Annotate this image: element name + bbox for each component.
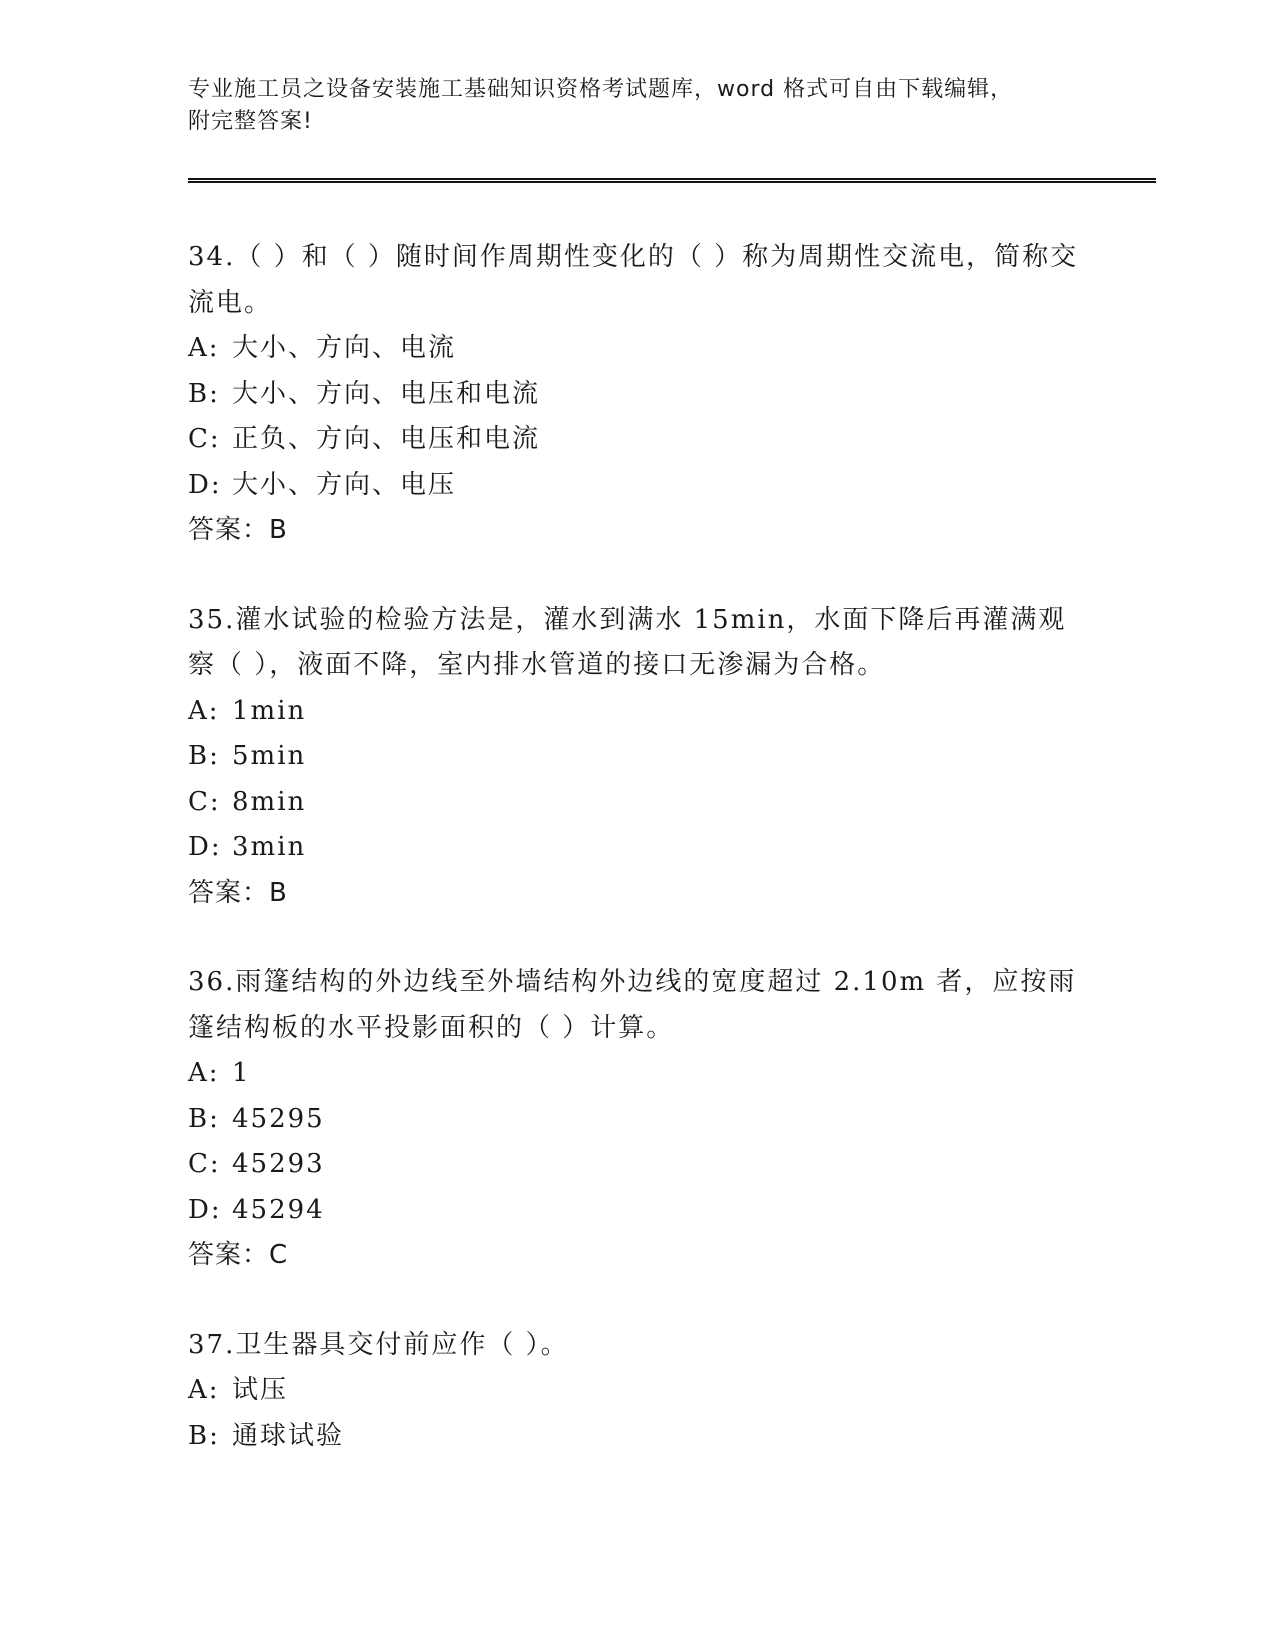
option-text: 1min <box>232 695 307 726</box>
option-a <box>188 1051 1088 1097</box>
question-list <box>188 235 1088 1503</box>
option-letter: D: <box>188 1194 222 1225</box>
option-d <box>188 463 1088 509</box>
option-letter: D: <box>188 469 222 500</box>
option-d <box>188 825 1088 871</box>
option-a <box>188 326 1088 372</box>
option-text: 45294 <box>232 1194 325 1225</box>
option-letter: B: <box>188 378 220 409</box>
header-line-1: 专业施工员之设备安装施工基础知识资格考试题库，word 格式可自由下载编辑， <box>188 77 1014 102</box>
option-letter: B: <box>188 741 220 771</box>
option-a <box>188 689 1088 735</box>
option-text: 大小、方向、电流 <box>232 333 457 363</box>
answer-line: 答案：B <box>188 877 288 908</box>
option-c <box>188 780 1088 826</box>
question-34 <box>188 235 1088 554</box>
option-letter: A: <box>188 333 220 363</box>
option-d <box>188 1188 1088 1234</box>
option-letter: A: <box>188 695 220 726</box>
option-b <box>188 372 1088 418</box>
answer-line: 答案：B <box>188 515 288 545</box>
document-header <box>188 74 1068 138</box>
option-letter: C: <box>188 424 221 454</box>
option-text: 8min <box>232 786 307 817</box>
option-letter: B: <box>188 1103 220 1134</box>
option-text: 45295 <box>232 1103 325 1134</box>
header-line-2: 附完整答案! <box>188 109 313 134</box>
option-c <box>188 417 1088 463</box>
option-letter: C: <box>188 1149 221 1179</box>
option-text: 5min <box>232 741 307 771</box>
option-text: 通球试验 <box>232 1420 345 1451</box>
header-divider <box>188 178 1156 183</box>
question-35 <box>188 598 1088 917</box>
option-b <box>188 1414 1088 1460</box>
option-a <box>188 1368 1088 1414</box>
option-letter: A: <box>188 1058 220 1088</box>
option-b <box>188 1097 1088 1143</box>
option-letter: D: <box>188 832 222 862</box>
option-text: 1 <box>232 1058 251 1088</box>
option-b <box>188 734 1088 780</box>
option-letter: C: <box>188 786 221 817</box>
question-36 <box>188 960 1088 1279</box>
option-text: 试压 <box>232 1375 289 1405</box>
option-text: 45293 <box>232 1149 325 1179</box>
answer-line: 答案：C <box>188 1240 289 1270</box>
question-stem: 34.（ ）和（ ）随时间作周期性变化的（ ）称为周期性交流电，简称交流电。 <box>188 242 1079 318</box>
question-37 <box>188 1323 1088 1460</box>
option-letter: B: <box>188 1420 220 1451</box>
option-c <box>188 1142 1088 1188</box>
option-text: 大小、方向、电压 <box>232 469 457 500</box>
question-stem: 36.雨篷结构的外边线至外墙结构外边线的宽度超过 2.10m 者，应按雨篷结构板的水平投影面积的（ ）计算。 <box>188 967 1077 1043</box>
option-letter: A: <box>188 1375 220 1405</box>
question-stem: 35.灌水试验的检验方法是，灌水到满水 15min，水面下降后再灌满观察（ ），液面不降，室内排水管道的接口无渗漏为合格。 <box>188 604 1067 680</box>
option-text: 大小、方向、电压和电流 <box>232 378 541 409</box>
question-stem: 37.卫生器具交付前应作（ ）。 <box>188 1329 569 1360</box>
option-text: 3min <box>232 832 307 862</box>
option-text: 正负、方向、电压和电流 <box>232 424 541 454</box>
